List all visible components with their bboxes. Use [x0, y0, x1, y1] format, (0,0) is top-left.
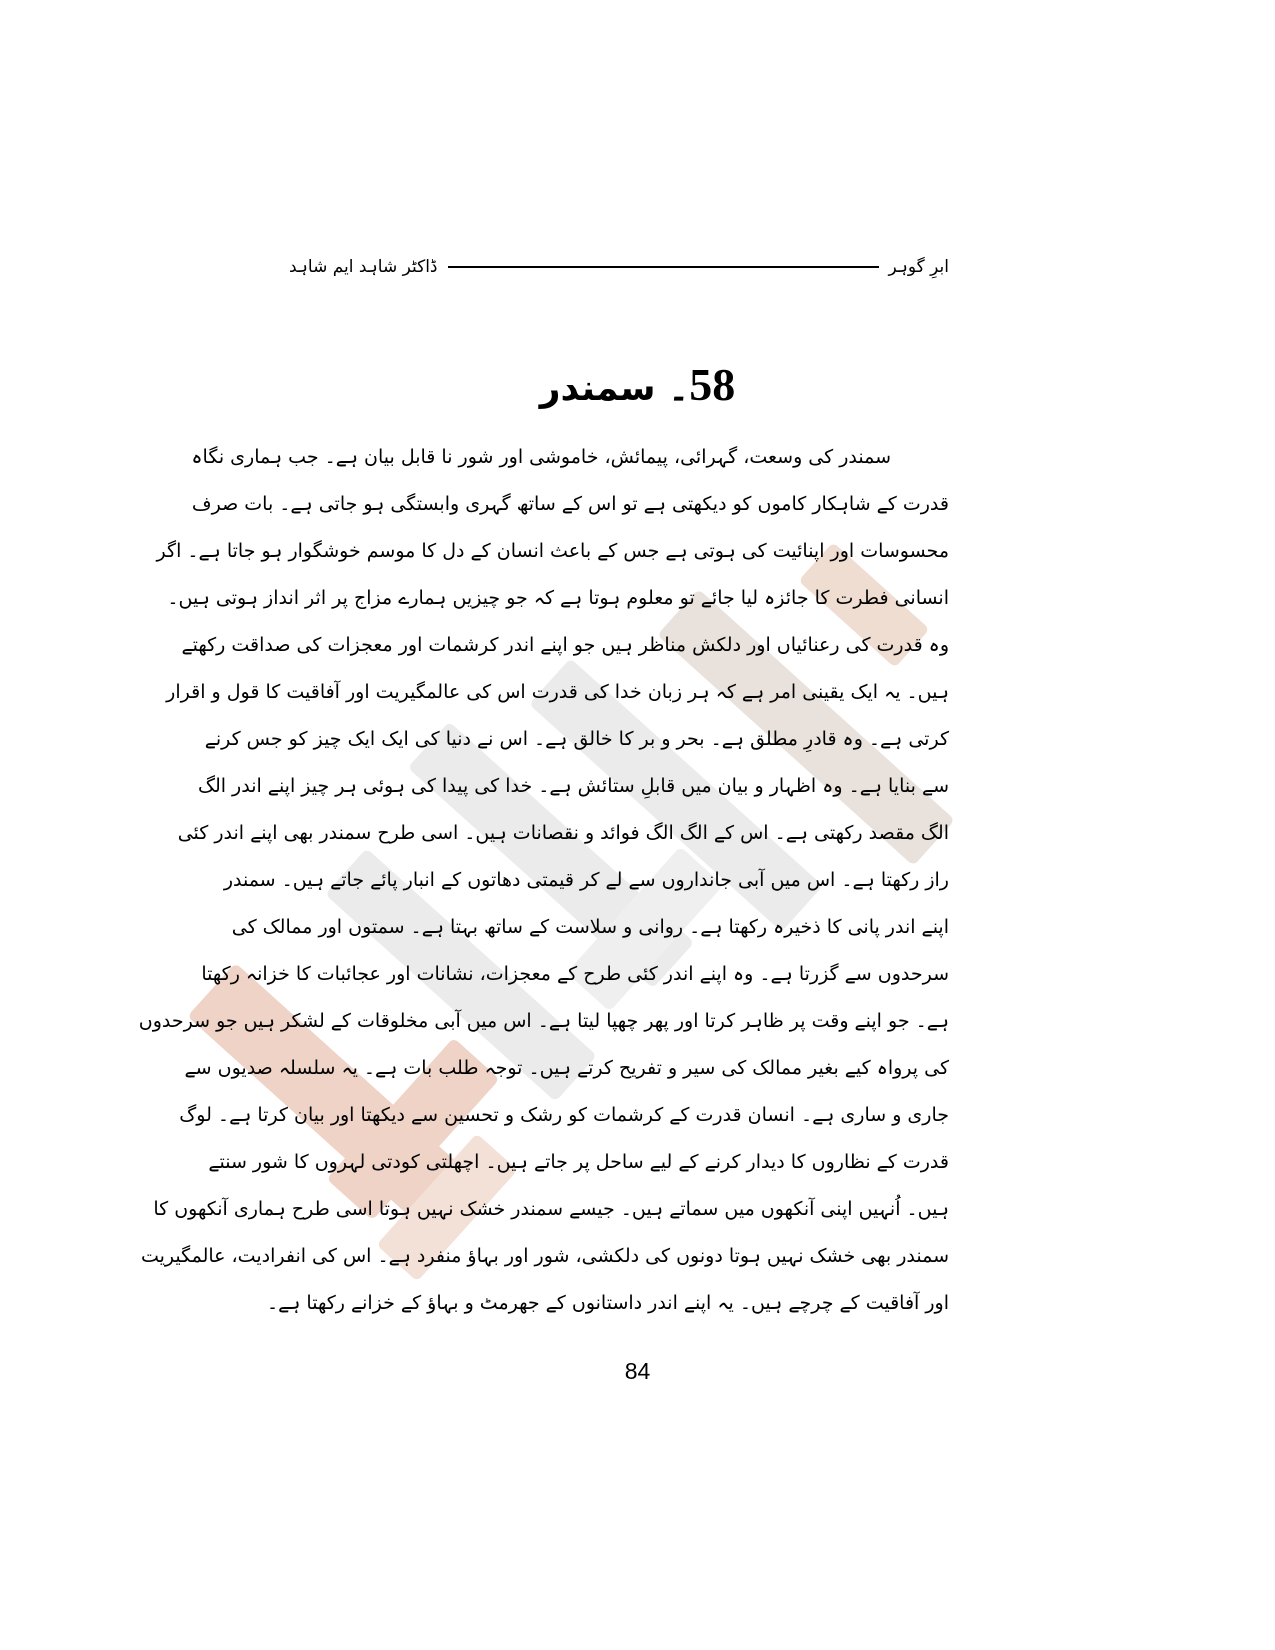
header-author: ڈاکٹر شاہد ایم شاہد	[289, 257, 438, 277]
running-header	[289, 250, 949, 284]
body-line: قدرت کے شاہکار کاموں کو دیکھتی ہے تو اس کے ساتھ گہری وابستگی ہو جاتی ہے۔ بات صرف	[191, 493, 949, 515]
header-book-title: ابرِ گوہر	[888, 257, 949, 277]
chapter-name: ۔ سمندر	[539, 368, 690, 409]
body-text	[138, 434, 949, 1327]
body-line: راز رکھتا ہے۔ اس میں آبی جانداروں سے لے کر قیمتی دھاتوں کے انبار پائے جاتے ہیں۔ سمندر	[223, 869, 949, 891]
body-line: ہیں۔ اُنہیں اپنی آنکھوں میں سماتے ہیں۔ جیسے سمندر خشک نہیں ہوتا اسی طرح ہماری آنکھوں کا	[153, 1198, 949, 1220]
body-line: قدرت کے نظاروں کا دیدار کرنے کے لیے ساحل پر جاتے ہیں۔ اچھلتی کودتی لہروں کا شور سنتے	[208, 1151, 949, 1173]
body-line: الگ مقصد رکھتی ہے۔ اس کے الگ الگ فوائد و نقصانات ہیں۔ اسی طرح سمندر بھی اپنے اندر کئی	[177, 822, 949, 844]
body-line: سمندر بھی خشک نہیں ہوتا دونوں کی دلکشی، شور اور بہاؤ منفرد ہے۔ اس کی انفرادیت، عالمگیریت	[140, 1245, 949, 1267]
body-line: سے بنایا ہے۔ وہ اظہار و بیان میں قابلِ ستائش ہے۔ خدا کی پیدا کی ہوئی ہر چیز اپنے اندر الگ	[197, 775, 949, 797]
body-line: ہے۔ جو اپنے وقت پر ظاہر کرتا اور پھر چھپا لیتا ہے۔ اس میں آبی مخلوقات کے لشکر ہیں جو سرحدوں	[138, 1010, 949, 1032]
body-line: جاری و ساری ہے۔ انسان قدرت کے کرشمات کو رشک و تحسین سے دیکھتا اور بیان کرتا ہے۔ لوگ	[179, 1104, 949, 1126]
body-line: سرحدوں سے گزرتا ہے۔ وہ اپنے اندر کئی طرح کے معجزات، نشانات اور عجائبات کا خزانہ رکھتا	[201, 963, 949, 985]
body-line: اپنے اندر پانی کا ذخیرہ رکھتا ہے۔ روانی و سلاست کے ساتھ بہتا ہے۔ سمتوں اور ممالک کی	[231, 916, 949, 938]
page-number: 84	[624, 1358, 651, 1384]
body-line: ہیں۔ یہ ایک یقینی امر ہے کہ ہر زبان خدا کی قدرت اس کی عالمگیریت اور آفاقیت کا قول و اقرار	[166, 681, 949, 703]
body-line: کی پرواہ کیے بغیر ممالک کی سیر و تفریح کرتے ہیں۔ توجہ طلب بات ہے۔ یہ سلسلہ صدیوں سے	[184, 1057, 949, 1079]
body-line: انسانی فطرت کا جائزہ لیا جائے تو معلوم ہوتا ہے کہ جو چیزیں ہمارے مزاج پر اثر انداز ہوتی ہیں۔	[167, 587, 949, 609]
header-rule	[448, 266, 879, 268]
chapter-number: 58	[689, 359, 736, 410]
body-line: محسوسات اور اپنائیت کی ہوتی ہے جس کے باعث انسان کے دل کا موسم خوشگوار ہو جاتا ہے۔ اگر	[156, 540, 949, 562]
chapter-title	[0, 358, 1275, 411]
body-line: وہ قدرت کی رعنائیاں اور دلکش مناظر ہیں جو اپنے اندر کرشمات اور معجزات کی صداقت رکھتے	[181, 634, 949, 656]
body-line: اور آفاقیت کے چرچے ہیں۔ یہ اپنے اندر داستانوں کے جھرمٹ و بہاؤ کے خزانے رکھتا ہے۔	[266, 1292, 949, 1314]
body-line: کرتی ہے۔ وہ قادرِ مطلق ہے۔ بحر و بر کا خالق ہے۔ اس نے دنیا کی ایک ایک چیز کو جس کرنے	[204, 728, 949, 750]
body-line: سمندر کی وسعت، گہرائی، پیمائش، خاموشی اور شور نا قابل بیان ہے۔ جب ہماری نگاہ	[191, 446, 891, 468]
